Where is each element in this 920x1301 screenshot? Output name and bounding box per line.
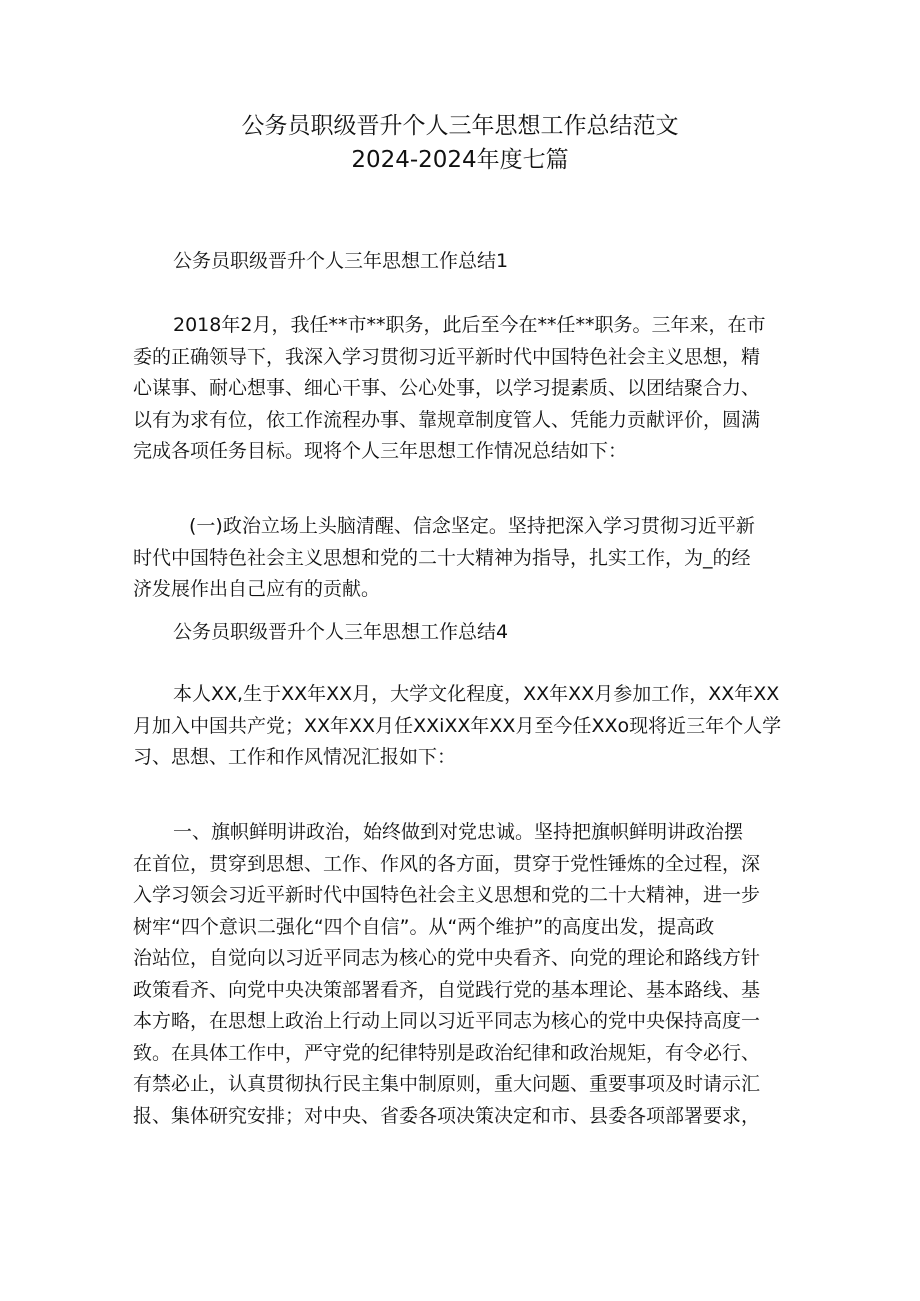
paragraph-4: [133, 817, 793, 1132]
paragraph-line: 时代中国特色社会主义思想和党的二十大精神为指导，扎实工作，为_的经: [133, 546, 751, 569]
paragraph-line: 本方略，在思想上政治上行动上同以习近平同志为核心的党中央保持高度一: [133, 1010, 761, 1032]
paragraph-line: 一、旗帜鲜明讲政治，始终做到对党忠诚。坚持把旗帜鲜明讲政治摆: [173, 821, 744, 843]
paragraph-3: [133, 679, 793, 774]
paragraph-1: [133, 310, 793, 468]
paragraph-line: 本人XX,生于XX年XX月，大学文化程度，XX年XX月参加工作，XX年XX: [173, 683, 780, 705]
document-title-line2: 2024-2024年度七篇: [351, 147, 569, 173]
paragraph-line: 有禁必止，认真贯彻执行民主集中制原则，重大问题、重要事项及时请示汇: [133, 1073, 761, 1095]
section-heading-1: 公务员职级晋升个人三年思想工作总结1: [173, 250, 509, 272]
section-heading-4: 公务员职级晋升个人三年思想工作总结4: [173, 621, 509, 643]
paragraph-line: 委的正确领导下，我深入学习贯彻习近平新时代中国特色社会主义思想，精: [133, 345, 761, 368]
document-title-line1: 公务员职级晋升个人三年思想工作总结范文: [241, 113, 679, 139]
paragraph-line: 济发展作出自己应有的贡献。: [133, 578, 381, 600]
paragraph-line: 入学习领会习近平新时代中国特色社会主义思想和党的二十大精神，进一步: [133, 884, 761, 906]
paragraph-line: 政策看齐、向党中央决策部署看齐，自觉践行党的基本理论、基本路线、基: [133, 978, 761, 1001]
paragraph-line: 以有为求有位，依工作流程办事、靠规章制度管人、凭能力贡献评价，圆满: [133, 408, 761, 431]
paragraph-line: 月加入中国共产党；XX年XX月任XXiXX年XX月至今任XXo现将近三年个人学: [133, 714, 782, 737]
paragraph-line: 2018年2月，我任**市**职务，此后至今在**任**职务。三年来，在市: [173, 314, 766, 336]
paragraph-line: 治站位，自觉向以习近平同志为核心的党中央看齐、向党的理论和路线方针: [133, 947, 761, 969]
paragraph-line: 树牢“四个意识二强化“四个自信”。从“两个维护”的高度出发，提高政: [133, 915, 715, 938]
paragraph-line: 报、集体研究安排；对中央、省委各项决策决定和市、县委各项部署要求，: [133, 1104, 761, 1127]
paragraph-2: [133, 511, 793, 606]
paragraph-line: (一)政治立场上头脑清醒、信念坚定。坚持把深入学习贯彻习近平新: [189, 515, 755, 537]
paragraph-line: 在首位，贯穿到思想、工作、作风的各方面，贯穿于党性锤炼的全过程，深: [133, 852, 761, 875]
paragraph-line: 致。在具体工作中，严守党的纪律特别是政治纪律和政治规矩，有令必行、: [133, 1041, 761, 1064]
paragraph-line: 习、思想、工作和作风情况汇报如下：: [133, 746, 457, 768]
paragraph-line: 心谋事、耐心想事、细心干事、公心处事，以学习提素质、以团结聚合力、: [133, 377, 761, 399]
paragraph-line: 完成各项任务目标。现将个人三年思想工作情况总结如下：: [133, 440, 628, 462]
